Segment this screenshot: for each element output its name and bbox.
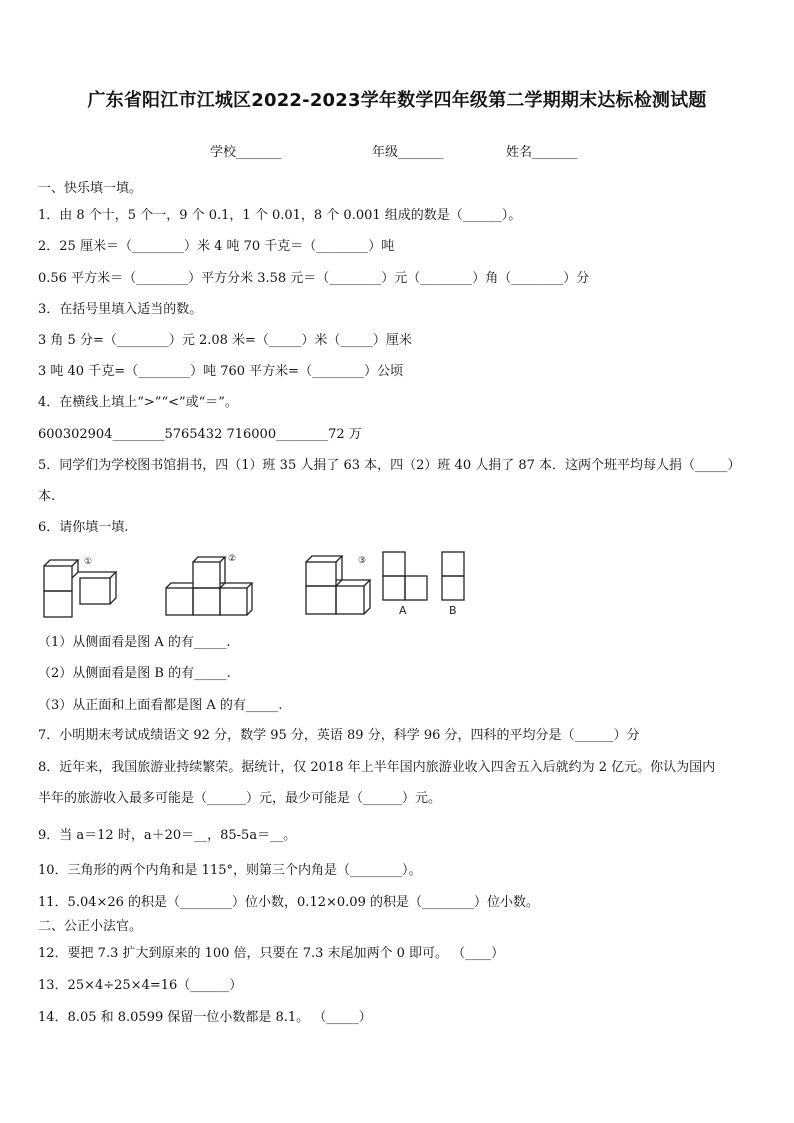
view-label-a: A	[399, 604, 407, 617]
view-label-b: B	[449, 604, 457, 617]
question-line: 本.	[38, 489, 56, 504]
question-line: 4．在横线上填上“>”“<”或“＝”。	[38, 395, 238, 410]
question-line: 600302904________5765432 716000________72 万	[38, 427, 362, 442]
question-line: 8．近年来，我国旅游业持续繁荣。据统计，仅 2018 年上半年国内旅游业收入四舍五入后就约为 2 亿元。你认为国内	[38, 760, 716, 775]
section-heading: 一、快乐填一填。	[38, 181, 143, 196]
question-line: 3．在括号里填入适当的数。	[38, 302, 203, 317]
section-heading: 二、公正小法官。	[38, 919, 143, 934]
cube-face	[44, 566, 72, 591]
page-title: 广东省阳江市江城区2022-2023学年数学四年级第二学期期末达标检测试题	[87, 90, 707, 111]
question-line: 7．小明期末考试成绩语文 92 分，数学 95 分，英语 89 分，科学 96 分，四科的平均分是（______）分	[38, 728, 640, 743]
school-field: 学校_______	[210, 145, 282, 160]
question-line: （1）从侧面看是图 A 的有_____.	[38, 635, 231, 650]
grade-field: 年级_______	[372, 145, 444, 160]
question-line: 3 角 5 分=（________）元 2.08 米=（_____）米（_____）厘米	[38, 333, 412, 348]
cube-top	[44, 560, 78, 566]
question-line: 11．5.04×26 的积是（________）位小数，0.12×0.09 的积是（________）位小数。	[38, 895, 539, 910]
question-line: 14．8.05 和 8.0599 保留一位小数都是 8.1。 （_____）	[38, 1010, 372, 1025]
question-line: 半年的旅游收入最多可能是（______）元，最少可能是（______）元。	[38, 791, 442, 806]
question-line: 10．三角形的两个内角和是 115°，则第三个内角是（________）。	[38, 863, 422, 878]
question-line: 5．同学们为学校图书馆捐书，四（1）班 35 人捐了 63 本，四（2）班 40 人捐了 87 本．这两个班平均每人捐（_____）	[38, 458, 741, 473]
question-line: 1．由 8 个十，5 个一，9 个 0.1，1 个 0.01，8 个 0.001 组成的数是（______）。	[38, 208, 522, 223]
name-field: 姓名_______	[506, 145, 578, 160]
question-line: （3）从正面和上面看都是图 A 的有_____.	[38, 698, 283, 713]
cube-face	[44, 591, 72, 617]
figure-label-2: ②	[228, 554, 237, 564]
question-line: 13．25×4÷25×4=16（______）	[38, 978, 243, 993]
question-line: （2）从侧面看是图 B 的有_____.	[38, 666, 231, 681]
question-line: 12．要把 7.3 扩大到原来的 100 倍，只要在 7.3 末尾加两个 0 即可。 （____）	[38, 946, 505, 961]
cube-figures	[38, 548, 478, 620]
question-line: 6．请你填一填.	[38, 520, 129, 535]
question-line: 9．当 a＝12 时，a＋20＝__，85-5a＝__。	[38, 828, 297, 843]
question-line: 2．25 厘米＝（________）米 4 吨 70 千克＝（________）吨	[38, 239, 395, 254]
question-line: 3 吨 40 千克=（________）吨 760 平方米=（________）公顷	[38, 364, 404, 379]
question-line: 0.56 平方米＝（________）平方分米 3.58 元＝（________）元（________）角（________）分	[38, 271, 590, 286]
cube-figures-svg	[38, 548, 478, 620]
figure-label-1: ①	[84, 557, 93, 567]
figure-label-3: ③	[358, 556, 367, 566]
